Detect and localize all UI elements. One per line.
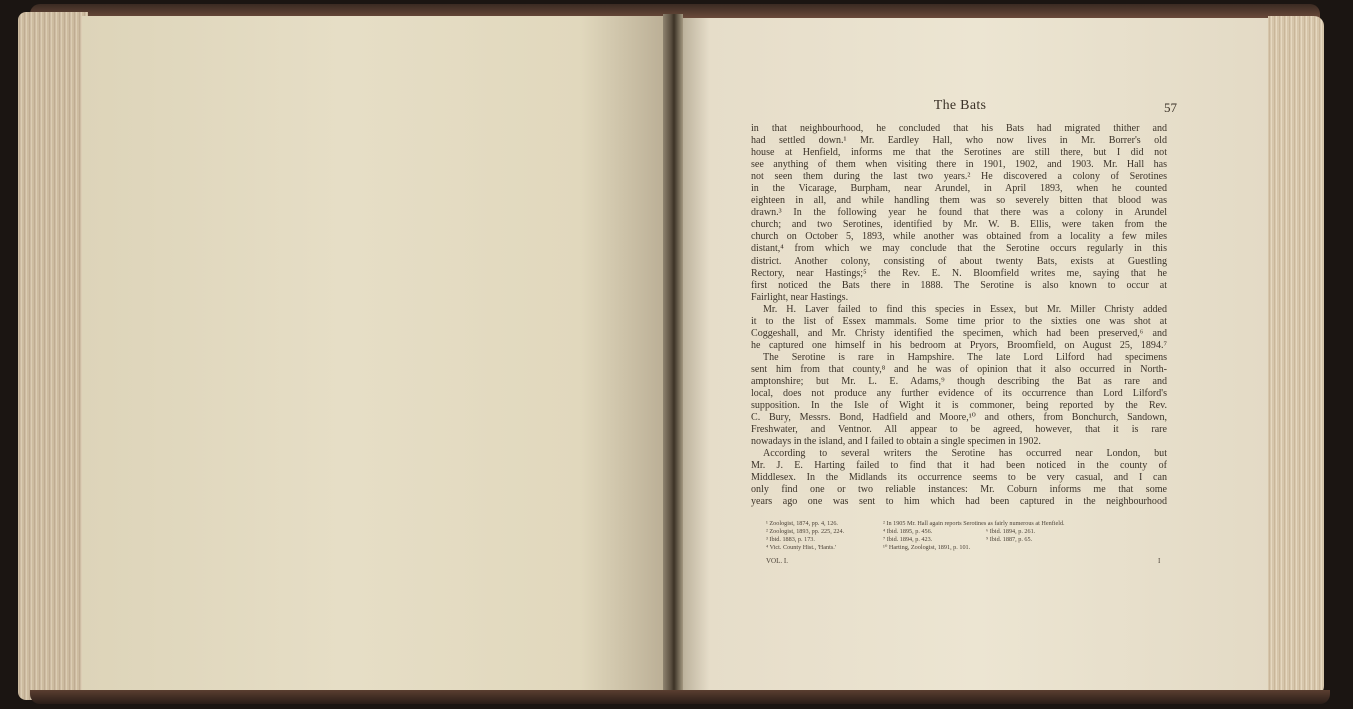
- body-line: had settled down.¹ Mr. Eardley Hall, who now lives in Mr. Borrer's old: [751, 135, 1167, 147]
- body-line: only find one or two reliable instances: Mr. Coburn informs me that some: [751, 484, 1167, 496]
- body-line: church; and two Serotines, identified by Mr. W. B. Ellis, were taken from the: [751, 219, 1167, 231]
- footnote-line: ⁴ Ibid. 1895, p. 456.: [883, 528, 933, 536]
- body-text: [751, 123, 1167, 509]
- body-line: local, does not produce any further evidence of its occurrence than Lord Lilford's: [751, 388, 1167, 400]
- footnote-line: ² Zoologist, 1893, pp. 225, 224.: [766, 528, 845, 536]
- body-line: Mr. H. Laver failed to find this species in Essex, but Mr. Miller Christy added: [763, 303, 1167, 315]
- body-line: supposition. In the Isle of Wight it is commoner, being reported by the Rev.: [751, 400, 1167, 412]
- body-line: in the Vicarage, Burpham, near Arundel, in April 1893, when he counted: [751, 183, 1167, 195]
- body-line: C. Bury, Messrs. Bond, Hadfield and Moore,¹⁰ and others, from Bonchurch, Sandown,: [751, 412, 1167, 424]
- body-line: house at Henfield, informs me that the Serotines are still there, but I did not: [751, 147, 1167, 159]
- body-line: years ago one was sent to him which had been captured in the neighbourhood: [751, 496, 1167, 508]
- footnote-line: ¹ Zoologist, 1874, pp. 4, 126.: [766, 520, 838, 527]
- footnotes-column-1: [766, 520, 844, 552]
- right-page-edges: [1268, 16, 1324, 696]
- body-line: The Serotine is rare in Hampshire. The late Lord Lilford had specimens: [763, 351, 1167, 363]
- body-line: district. Another colony, consisting of about twenty Bats, exists at Guestling: [751, 255, 1167, 267]
- body-line: nowadays in the island, and I failed to obtain a single specimen in 1902.: [751, 436, 1041, 448]
- footnote-line: ¹⁰ Harting, Zoologist, 1891, p. 101.: [883, 544, 971, 552]
- footnotes-column-3: [986, 520, 1035, 552]
- body-line: Coggeshall, and Mr. Christy identified the specimen, which had been preserved,⁶ and: [751, 327, 1167, 339]
- body-line: church on October 5, 1893, while another was obtained from a locality a few miles: [751, 231, 1167, 243]
- footnote-line: ⁷ Ibid. 1894, p. 423.: [883, 536, 933, 544]
- footnote-line: ² In 1905 Mr. Hall again reports Serotines as fairly numerous at Henfield.: [883, 520, 1065, 527]
- body-line: According to several writers the Serotine has occurred near London, but: [763, 448, 1167, 460]
- page-number: 57: [1164, 100, 1177, 115]
- body-line: sent him from that county,⁸ and he was of opinion that it also occurred in North-: [751, 363, 1167, 375]
- body-line: eighteen in all, and while handling them was so severely bitten that blood was: [751, 195, 1167, 207]
- body-line: in that neighbourhood, he concluded that his Bats had migrated thither and: [751, 123, 1167, 134]
- footnote-line: [986, 520, 1035, 528]
- body-line: Mr. J. E. Harting failed to find that it had been noticed in the county of: [751, 460, 1167, 472]
- body-line: first noticed the Bats there in 1888. The Serotine is also known to occur at: [751, 279, 1167, 291]
- left-page-edges: [18, 12, 88, 700]
- book-gutter: [663, 14, 683, 696]
- body-line: he captured one himself in his bedroom at Pryors, Broomfield, on August 25, 1894.⁷: [751, 339, 1167, 351]
- footnote-line: ⁶ Ibid. 1894, p. 261.: [986, 528, 1036, 536]
- body-line: Middlesex. In the Midlands its occurrence seems to be very casual, and I can: [751, 472, 1167, 484]
- signature-mark: I: [1158, 557, 1161, 565]
- body-line: drawn.³ In the following year he found that there was a colony in Arundel: [751, 207, 1167, 219]
- left-page-blank: [82, 16, 668, 692]
- body-line: Rectory, near Hastings;⁵ the Rev. E. N. Bloomfield writes me, saying that he: [751, 267, 1167, 279]
- body-line: not seen them during the last two years.² He discovered a colony of Serotines: [751, 171, 1167, 183]
- footnote-line: ⁹ Ibid. 1887, p. 65.: [986, 536, 1033, 544]
- footnote-line: ³ Ibid. 1883, p. 173.: [766, 536, 815, 544]
- body-line: amptonshire; but Mr. L. E. Adams,⁹ though describing the Bat as rare and: [751, 375, 1167, 387]
- footnotes-column-2: [883, 520, 1065, 552]
- running-head: The Bats: [933, 98, 987, 113]
- body-line: Freshwater, and Ventnor. All appear to be agreed, however, that it is rare: [751, 424, 1167, 436]
- body-line: distant,⁴ from which we may conclude that the Serotine occurs regularly in this: [751, 243, 1167, 255]
- body-line: it to the list of Essex mammals. Some time prior to the sixties one was shot at: [751, 315, 1167, 327]
- volume-signature: VOL. I.: [766, 557, 788, 565]
- body-line: Fairlight, near Hastings.: [751, 291, 849, 303]
- book-cover-bottom-edge: [30, 690, 1330, 704]
- footnote-line: [986, 544, 1035, 552]
- body-line: see anything of them when visiting there in 1901, 1902, and 1903. Mr. Hall has: [751, 159, 1167, 171]
- footnote-line: ⁴ Vict. County Hist., 'Hants.': [766, 544, 836, 552]
